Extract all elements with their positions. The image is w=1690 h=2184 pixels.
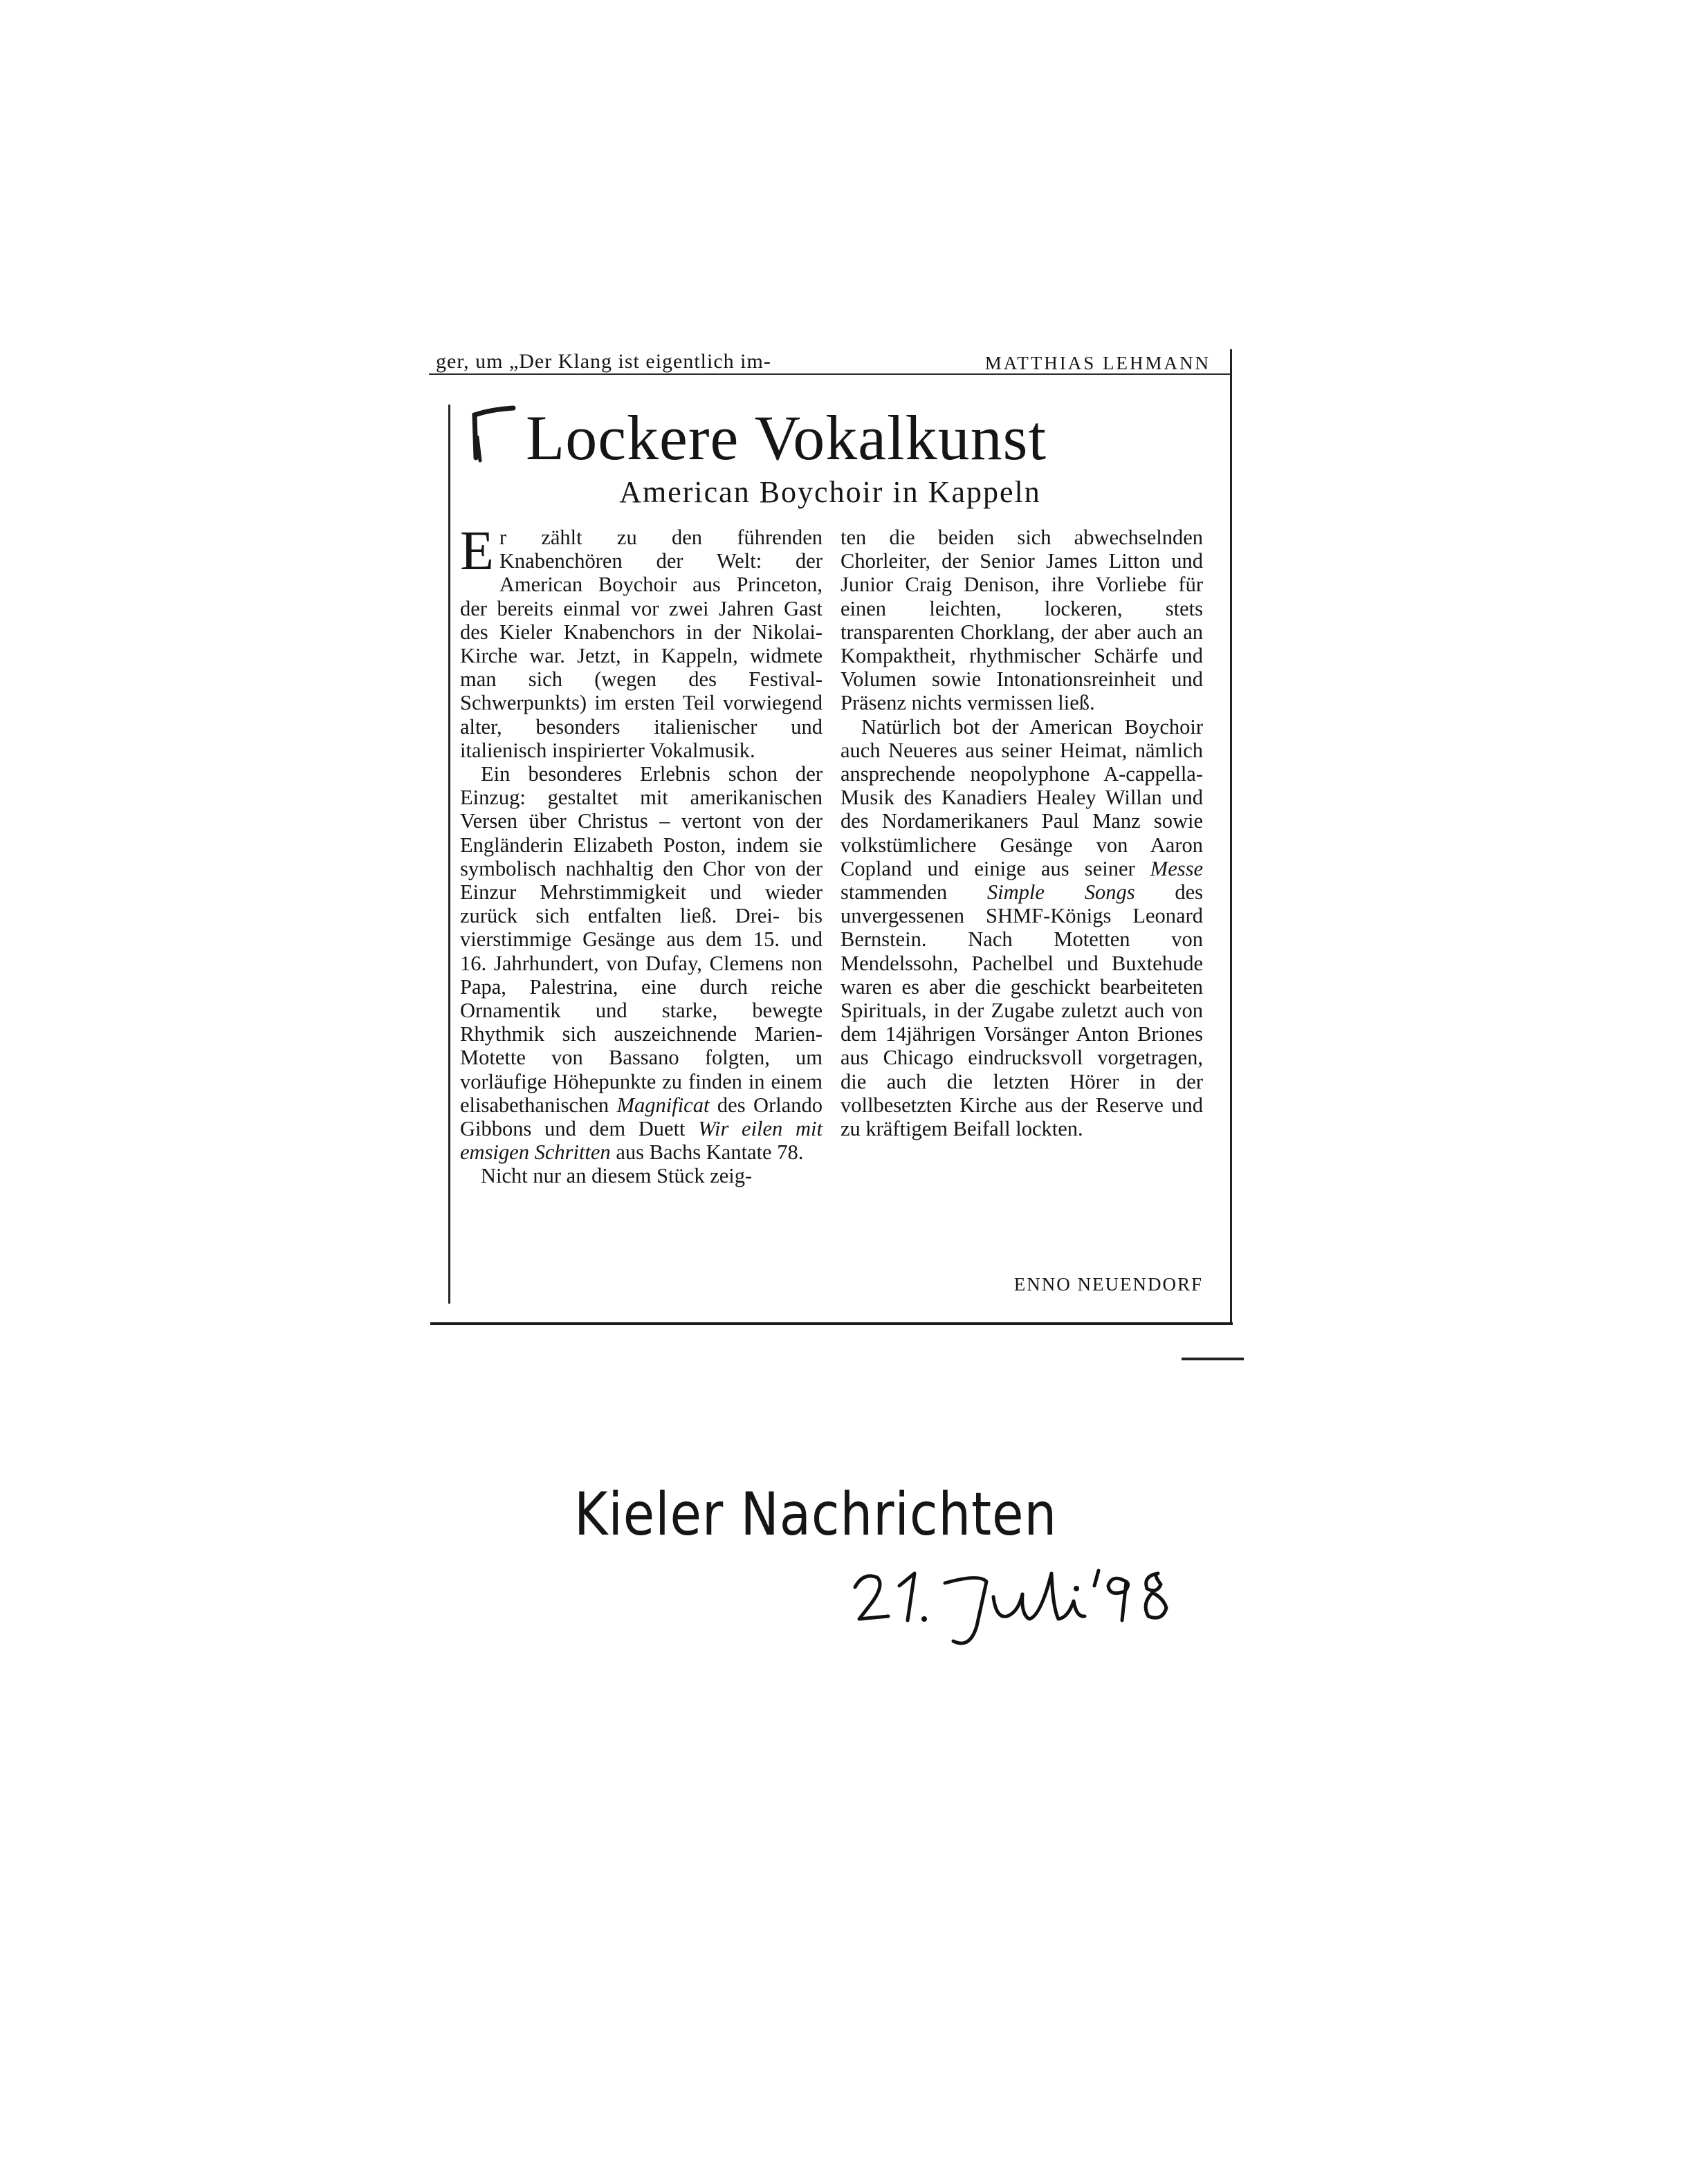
article-author: ENNO NEUENDORF bbox=[1013, 1274, 1203, 1295]
column-rule-left bbox=[448, 405, 450, 1304]
article-column-2 bbox=[841, 526, 1203, 1140]
stray-rule bbox=[1182, 1358, 1244, 1360]
work-title: Messe bbox=[1150, 856, 1204, 880]
paragraph: Nicht nur an diesem Stück zeig- bbox=[481, 1164, 753, 1188]
paragraph: Natürlich bot der American Boychoir auch Neueres aus seiner Heimat, nämlich ansprechende neopolyphone A-cappella-Musik des Kanadiers Healey Willan und des Nordamerikaners Paul Manz sowie volkstümlichere Gesänge von Aaron Copland und einige aus seiner Messe stammenden Simple Songs des unvergessenen SHMF-Königs Leonard Bernstein. Nach Motetten von Mendelssohn, Pachelbel und Buxtehude waren es aber die geschickt bearbeiteten Spirituals, in der Zugabe zuletzt auch von dem 14jährigen Vorsänger Anton Briones aus Chicago eindrucksvoll vorgetragen, die auch die letzten Hörer in der vollbesetzten Kirche aus der Reserve und zu kräftigem Beifall lockten. bbox=[841, 714, 1204, 1141]
previous-article-fragment: ger, um „Der Klang ist eigentlich im- bbox=[436, 350, 771, 373]
drop-cap: E bbox=[460, 521, 494, 582]
paragraph: Ein besonderes Erlebnis schon der Einzug: gestaltet mit amerikanischen Versen über Christus – vertont von der Engländerin Elizabeth Poston, indem sie symbolisch nachhaltig den Chor von der Einzur Mehrstimmigkeit und wieder zurück sich entfalten ließ. Drei- bis vierstimmige Gesänge aus dem 15. und 16. Jahrhundert, von Dufay, Clemens non Papa, Palestrina, eine durch reiche Ornamentik und starke, bewegte Rhythmik sich auszeichnende Marien-Motette von Bassano folgten, um vorläufige Höhepunkte zu finden in einem elisabethanischen Magnificat des Orlando Gibbons und dem Duett Wir eilen mit emsigen Schritten aus Bachs Kantate 78. bbox=[460, 762, 823, 1165]
paragraph: ten die beiden sich abwechselnden Chorleiter, der Senior James Litton und Junior Craig Denison, ihre Vorliebe für einen leichten, lockeren, stets transparenten Chorklang, der aber auch an Kompaktheit, rhythmischer Schärfe und Volumen sowie Intonationsreinheit und Präsenz nichts vermissen ließ. bbox=[841, 526, 1203, 715]
work-title: Wir eilen mit emsigen Schritten bbox=[460, 1117, 823, 1165]
work-title: Simple Songs bbox=[986, 880, 1135, 905]
paragraph: Er zählt zu den führenden Knabenchören der Welt: der American Boychoir aus Princeton, der bereits einmal vor zwei Jahren Gast des Kieler Knabenchors in der Nikolai-Kirche war. Jetzt, in Kappeln, widmete man sich (wegen des Festival-Schwerpunkts) im ersten Teil vorwiegend alter, besonders italienischer und italienisch inspirierter Vokalmusik. bbox=[460, 521, 823, 762]
clipping-bottom-rule bbox=[430, 1322, 1233, 1325]
corner-bracket-mark bbox=[470, 402, 519, 465]
handwritten-date bbox=[848, 1553, 1222, 1656]
work-title: Magnificat bbox=[616, 1093, 710, 1117]
article-headline: Lockere Vokalkunst bbox=[526, 402, 1047, 473]
article-subheadline: American Boychoir in Kappeln bbox=[619, 475, 1041, 509]
article-column-1 bbox=[460, 521, 823, 1188]
source-newspaper-name: Kieler Nachrichten bbox=[574, 1480, 1058, 1549]
previous-article-author: MATTHIAS LEHMANN bbox=[984, 353, 1211, 373]
